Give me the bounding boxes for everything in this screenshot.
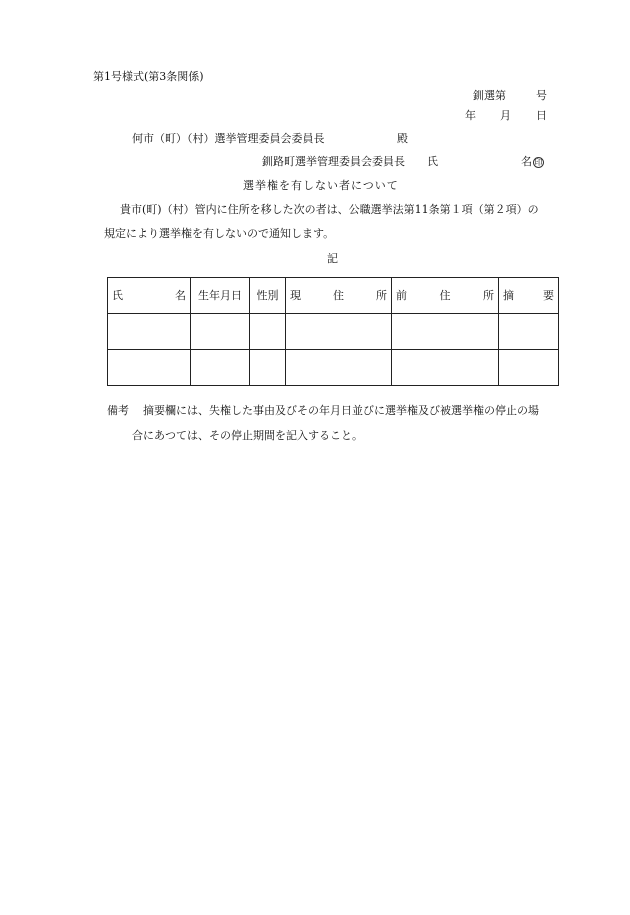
header-previous-address: 前 住 所 [392,278,499,314]
notification-table [107,277,559,386]
table-cell [392,350,499,386]
addressee: 何市（町）（村）選挙管理委員会委員長 [132,132,325,145]
table-row [108,314,559,350]
table-cell [250,314,286,350]
addressee-honorific: 殿 [397,132,408,145]
remarks-label: 備考 [107,404,129,417]
sender-name-label-2: 名 印 [521,155,543,168]
body-line-1: 貴市(町)（村）管内に住所を移した次の者は、公職選挙法第11条第１項（第２項）の [120,203,539,216]
table-cell [191,314,250,350]
table-row [108,350,559,386]
table-cell [108,314,191,350]
table-cell [499,350,559,386]
sender-name-label-1: 氏 [427,155,438,168]
seal-mark: 印 [534,157,543,167]
sender-title: 釧路町選挙管理委員会委員長 [262,155,405,168]
table-cell [191,350,250,386]
table-cell [499,314,559,350]
subject-title: 選挙権を有しない者について [243,179,399,192]
header-name: 氏 名 [108,278,191,314]
date-day: 日 [536,109,547,122]
header-summary: 摘 要 [499,278,559,314]
table-cell [392,314,499,350]
table-cell [250,350,286,386]
date-year: 年 [465,109,476,122]
body-line-2: 規定により選挙権を有しないので通知します。 [104,227,335,240]
table-header-row [108,278,559,314]
table-cell [108,350,191,386]
header-current-address: 現 住 所 [286,278,392,314]
date-month: 月 [500,109,511,122]
remarks-line-1: 摘要欄には、失権した事由及びその年月日並びに選挙権及び被選挙権の停止の場 [143,404,539,417]
form-number: 第1号様式(第3条関係) [93,70,204,83]
table-cell [286,350,392,386]
ki-heading: 記 [327,252,338,265]
header-sex: 性別 [250,278,286,314]
header-birthdate: 生年月日 [191,278,250,314]
remarks-line-2: 合にあつては、その停止期間を記入すること。 [132,429,363,442]
reference-number-suffix: 号 [536,89,547,102]
reference-number-prefix: 釧選第 [473,89,506,102]
table-cell [286,314,392,350]
